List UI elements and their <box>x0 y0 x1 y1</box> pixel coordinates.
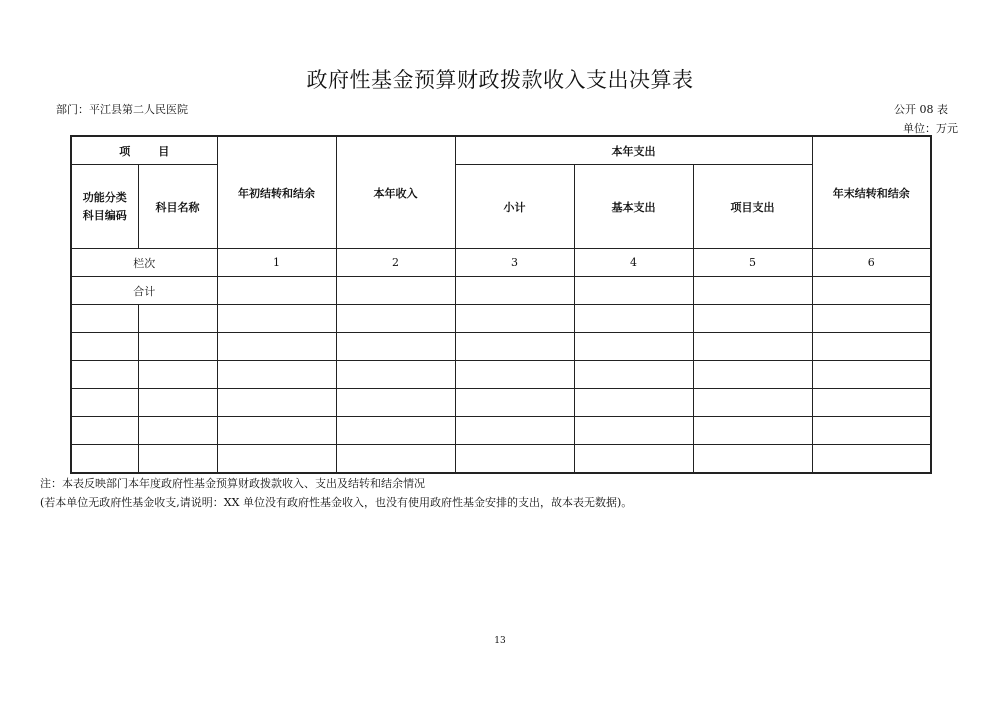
column-number-row <box>71 249 931 277</box>
table-cell <box>812 277 931 305</box>
table-cell <box>693 305 812 333</box>
table-cell <box>336 361 455 389</box>
table-cell <box>574 445 693 474</box>
table-cell <box>812 305 931 333</box>
footnote-explanation: (若本单位无政府性基金收支,请说明：XX 单位没有政府性基金收入，也没有使用政府性基金安排的支出，故本表无数据)。 <box>40 496 633 509</box>
total-label: 合计 <box>71 277 217 305</box>
budget-table <box>70 135 932 474</box>
table-cell <box>693 389 812 417</box>
page-number: 13 <box>494 636 506 646</box>
table-cell <box>138 445 217 474</box>
table-cell <box>138 389 217 417</box>
column-number-label: 栏次 <box>71 249 217 277</box>
header-item: 项目 <box>71 136 217 165</box>
table-cell <box>455 277 574 305</box>
header-end-balance: 年末结转和结余 <box>812 136 931 249</box>
table-cell <box>693 445 812 474</box>
table-cell <box>336 277 455 305</box>
header-begin-balance: 年初结转和结余 <box>217 136 336 249</box>
table-cell <box>217 361 336 389</box>
header-project: 项目支出 <box>693 165 812 249</box>
column-number: 4 <box>574 249 693 277</box>
table-cell <box>336 417 455 445</box>
column-number: 3 <box>455 249 574 277</box>
table-cell <box>812 389 931 417</box>
table-cell <box>138 305 217 333</box>
unit-label: 单位：万元 <box>903 122 958 135</box>
table-row <box>71 417 931 445</box>
total-row <box>71 277 931 305</box>
table-row <box>71 389 931 417</box>
header-subtotal: 小计 <box>455 165 574 249</box>
table-cell <box>217 333 336 361</box>
table-row <box>71 361 931 389</box>
table-row <box>71 305 931 333</box>
table-cell <box>455 417 574 445</box>
footnote: 注：本表反映部门本年度政府性基金预算财政拨款收入、支出及结转和结余情况 <box>40 477 425 490</box>
table-cell <box>217 305 336 333</box>
column-number: 1 <box>217 249 336 277</box>
table-row <box>71 445 931 474</box>
table-cell <box>217 389 336 417</box>
page-title: 政府性基金预算财政拨款收入支出决算表 <box>306 68 694 92</box>
table-cell <box>693 361 812 389</box>
table-cell <box>138 333 217 361</box>
table-cell <box>812 361 931 389</box>
table-cell <box>574 389 693 417</box>
table-cell <box>574 361 693 389</box>
table-cell <box>455 361 574 389</box>
column-number: 2 <box>336 249 455 277</box>
table-cell <box>336 389 455 417</box>
table-cell <box>138 361 217 389</box>
table-cell <box>693 417 812 445</box>
table-cell <box>217 417 336 445</box>
table-cell <box>455 389 574 417</box>
table-cell <box>71 445 138 474</box>
column-number: 6 <box>812 249 931 277</box>
table-cell <box>574 417 693 445</box>
header-basic: 基本支出 <box>574 165 693 249</box>
table-cell <box>693 333 812 361</box>
table-cell <box>336 333 455 361</box>
table-cell <box>71 305 138 333</box>
header-expenditure: 本年支出 <box>455 136 812 165</box>
table-cell <box>812 445 931 474</box>
table-cell <box>455 305 574 333</box>
table-cell <box>71 361 138 389</box>
table-cell <box>217 445 336 474</box>
column-number: 5 <box>693 249 812 277</box>
department-label: 部门：平江县第二人民医院 <box>56 103 188 116</box>
table-cell <box>71 333 138 361</box>
table-cell <box>455 333 574 361</box>
header-func-code: 功能分类 科目编码 <box>71 165 138 249</box>
table-cell <box>812 417 931 445</box>
table-cell <box>138 417 217 445</box>
table-cell <box>574 305 693 333</box>
table-cell <box>336 445 455 474</box>
table-cell <box>71 417 138 445</box>
table-cell <box>812 333 931 361</box>
table-row <box>71 333 931 361</box>
table-cell <box>574 333 693 361</box>
table-cell <box>574 277 693 305</box>
table-cell <box>693 277 812 305</box>
table-cell <box>455 445 574 474</box>
form-number: 公开 08 表 <box>894 103 948 116</box>
header-subject-name: 科目名称 <box>138 165 217 249</box>
table-cell <box>217 277 336 305</box>
table-cell <box>336 305 455 333</box>
header-income: 本年收入 <box>336 136 455 249</box>
table-cell <box>71 389 138 417</box>
